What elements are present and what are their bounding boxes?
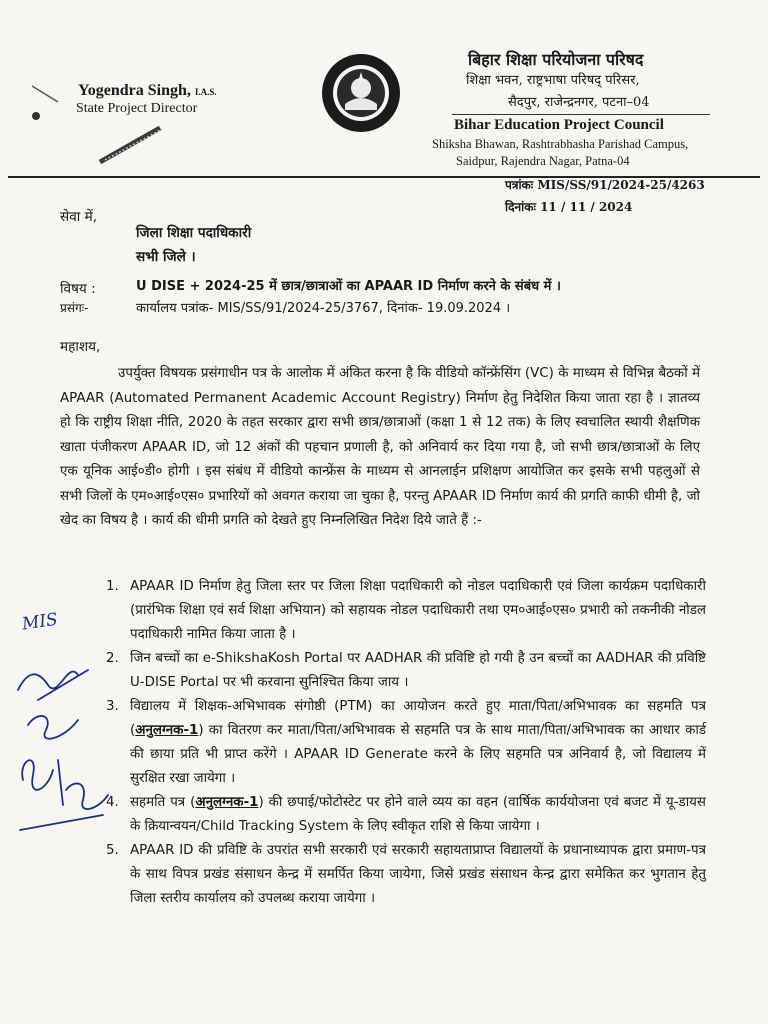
directive-text: सहमति पत्र ( bbox=[130, 795, 196, 810]
directive-text-cont: ) का वितरण कर माता/पिता/अभिभावक से सहमति पत्र के साथ माता/पिता/अभिभावक का आधार कार्ड की छाया प्रति भी प्राप्त करेंगे । APAAR ID Generate करने के लिए सहमति पत्र अनिवार्य है, जो विद्यालय में सुरक्षित रखा जायेगा । bbox=[130, 723, 706, 786]
directive-number: 4. bbox=[106, 795, 119, 810]
recipient-line2: सभी जिले । bbox=[136, 249, 196, 265]
directive-text: विद्यालय में शिक्षक-अभिभावक संगोष्ठी (PTM) का आयोजन करते हुए माता/पिता/अभिभावक का सहमति पत्र ( bbox=[130, 699, 706, 738]
directive-item-1 bbox=[106, 575, 706, 647]
directive-text: जिन बच्चों का e-ShikshaKosh Portal पर AADHAR की प्रविष्टि हो गयी है उन बच्चों का AADHAR की प्रविष्टि U-DISE Portal पर भी करवाना सुनिश्चित किया जाय । bbox=[130, 651, 706, 690]
directive-item-4 bbox=[106, 791, 706, 839]
handwritten-scribble bbox=[8, 630, 118, 840]
annexure-reference: अनुलग्नक-1 bbox=[135, 723, 199, 738]
directives-list bbox=[106, 575, 706, 911]
org-name-hindi: बिहार शिक्षा परियोजना परिषद bbox=[468, 50, 644, 69]
salutation: महाशय, bbox=[60, 339, 101, 355]
patrank-label: पत्रांकः bbox=[505, 178, 534, 192]
reference-number bbox=[505, 176, 705, 193]
seva-mein: सेवा में, bbox=[60, 209, 98, 225]
address-hindi-line1: शिक्षा भवन, राष्ट्रभाषा परिषद् परिसर, bbox=[466, 73, 640, 88]
directive-text: APAAR ID की प्रविष्टि के उपरांत सभी सरकारी एवं सरकारी सहायताप्राप्त विद्यालयों के प्रधानाध्यापक द्वारा प्रमाण-पत्र के साथ विपत्र प्रखंड संसाधन केन्द्र में समर्पित किया जायेगा, जिसे प्रखंड संसाधन केन्द्र द्वारा समेकित कर भुगतान हेतु जिला स्तरीय कार्यालय को उपलब्ध कराया जायेगा । bbox=[130, 843, 706, 906]
directive-item-2 bbox=[106, 647, 706, 695]
directive-number: 2. bbox=[106, 651, 119, 666]
subject-text: U DISE + 2024-25 में छात्र/छात्राओं का APAAR ID निर्माण करने के संबंध में । bbox=[136, 279, 561, 294]
handwritten-note: MIS bbox=[20, 609, 59, 635]
reference-date bbox=[505, 198, 632, 215]
directive-item-5 bbox=[106, 839, 706, 911]
directive-item-3 bbox=[106, 695, 706, 791]
header-divider bbox=[452, 114, 710, 115]
patrank-value: MIS/SS/91/2024-25/4263 bbox=[537, 178, 705, 192]
emblem-seal-icon bbox=[320, 52, 402, 134]
address-english-line1: Shiksha Bhawan, Rashtrabhasha Parishad Campus, bbox=[432, 137, 689, 151]
officer-designation: State Project Director bbox=[76, 101, 198, 116]
directive-text: APAAR ID निर्माण हेतु जिला स्तर पर जिला शिक्षा पदाधिकारी को नोडल पदाधिकारी एवं जिला कार्यक्रम पदाधिकारी (प्रारंभिक शिक्षा एवं सर्व शिक्षा अभियान) को सहायक नोडल पदाधिकारी तथा एम०आई०एस० प्रभारी को तकनीकी नोडल पदाधिकारी नामित किया जाता है । bbox=[130, 579, 706, 642]
officer-name-text: Yogendra Singh, bbox=[78, 82, 191, 99]
body-paragraph: उपर्युक्त विषयक प्रसंगाधीन पत्र के आलोक में अंकित करना है कि वीडियो कॉन्फ्रेंसिंग (VC) के माध्यम से विभिन्न बैठकों में APAAR (Automated Permanent Academic Account Registry) निर्माण हेतु निदेशित किया जाता रहा है । ज्ञातव्य हो कि राष्ट्रीय शिक्षा नीति, 2020 के तहत सरकार द्वारा सभी छात्र/छात्राओं (कक्षा 1 से 12 तक) के लिए स्वचालित स्थायी शैक्षणिक खाता पंजीकरण APAAR ID, जो 12 अंकों की पहचान प्रणाली है, को अनिवार्य कर दिया गया है, जो सभी छात्र/छात्राओं के लिए एक यूनिक आई०डी० होगी । इस संबंध में वीडियो कान्फ्रेंस के माध्यम से आनलाईन प्रशिक्षण आयोजित कर इसके सभी पहलुओं से सभी जिलों के एम०आई०एस० प्रभारियों को अवगत कराया जा चुका है, परन्तु APAAR ID निर्माण कार्य की प्रगति काफी धीमी है, जो खेद का विषय है । कार्य की धीमी प्रगति को देखते हुए निम्नलिखित निदेश दिये जाते हैं :- bbox=[60, 366, 700, 528]
directive-number: 3. bbox=[106, 699, 119, 714]
address-english-line2: Saidpur, Rajendra Nagar, Patna-04 bbox=[456, 154, 630, 168]
subject-label: विषय : bbox=[60, 281, 96, 297]
annexure-reference: अनुलग्नक-1 bbox=[195, 795, 259, 810]
reference-text: कार्यालय पत्रांक- MIS/SS/91/2024-25/3767, दिनांक- 19.09.2024 । bbox=[136, 301, 511, 316]
directive-number: 1. bbox=[106, 579, 119, 594]
dinank-value: 11 / 11 / 2024 bbox=[540, 200, 633, 214]
directive-number: 5. bbox=[106, 843, 119, 858]
officer-name bbox=[78, 82, 217, 100]
officer-suffix: I.A.S. bbox=[194, 87, 217, 97]
address-hindi-line2: सैदपुर, राजेन्द्रनगर, पटना–04 bbox=[508, 95, 650, 110]
org-name-english: Bihar Education Project Council bbox=[454, 117, 664, 133]
dinank-label: दिनांकः bbox=[505, 200, 536, 214]
reference-label: प्रसंगः- bbox=[60, 301, 89, 315]
directive-text-cont: ) की छपाई/फोटोस्टेट पर होने वाले व्यय का वहन (वार्षिक कार्ययोजना एवं बजट में यू-डायस के क्रियान्वयन/Child Tracking System के लिए स्वीकृत राशि से किया जायेगा । bbox=[130, 795, 706, 834]
recipient-line1: जिला शिक्षा पदाधिकारी bbox=[136, 225, 252, 241]
